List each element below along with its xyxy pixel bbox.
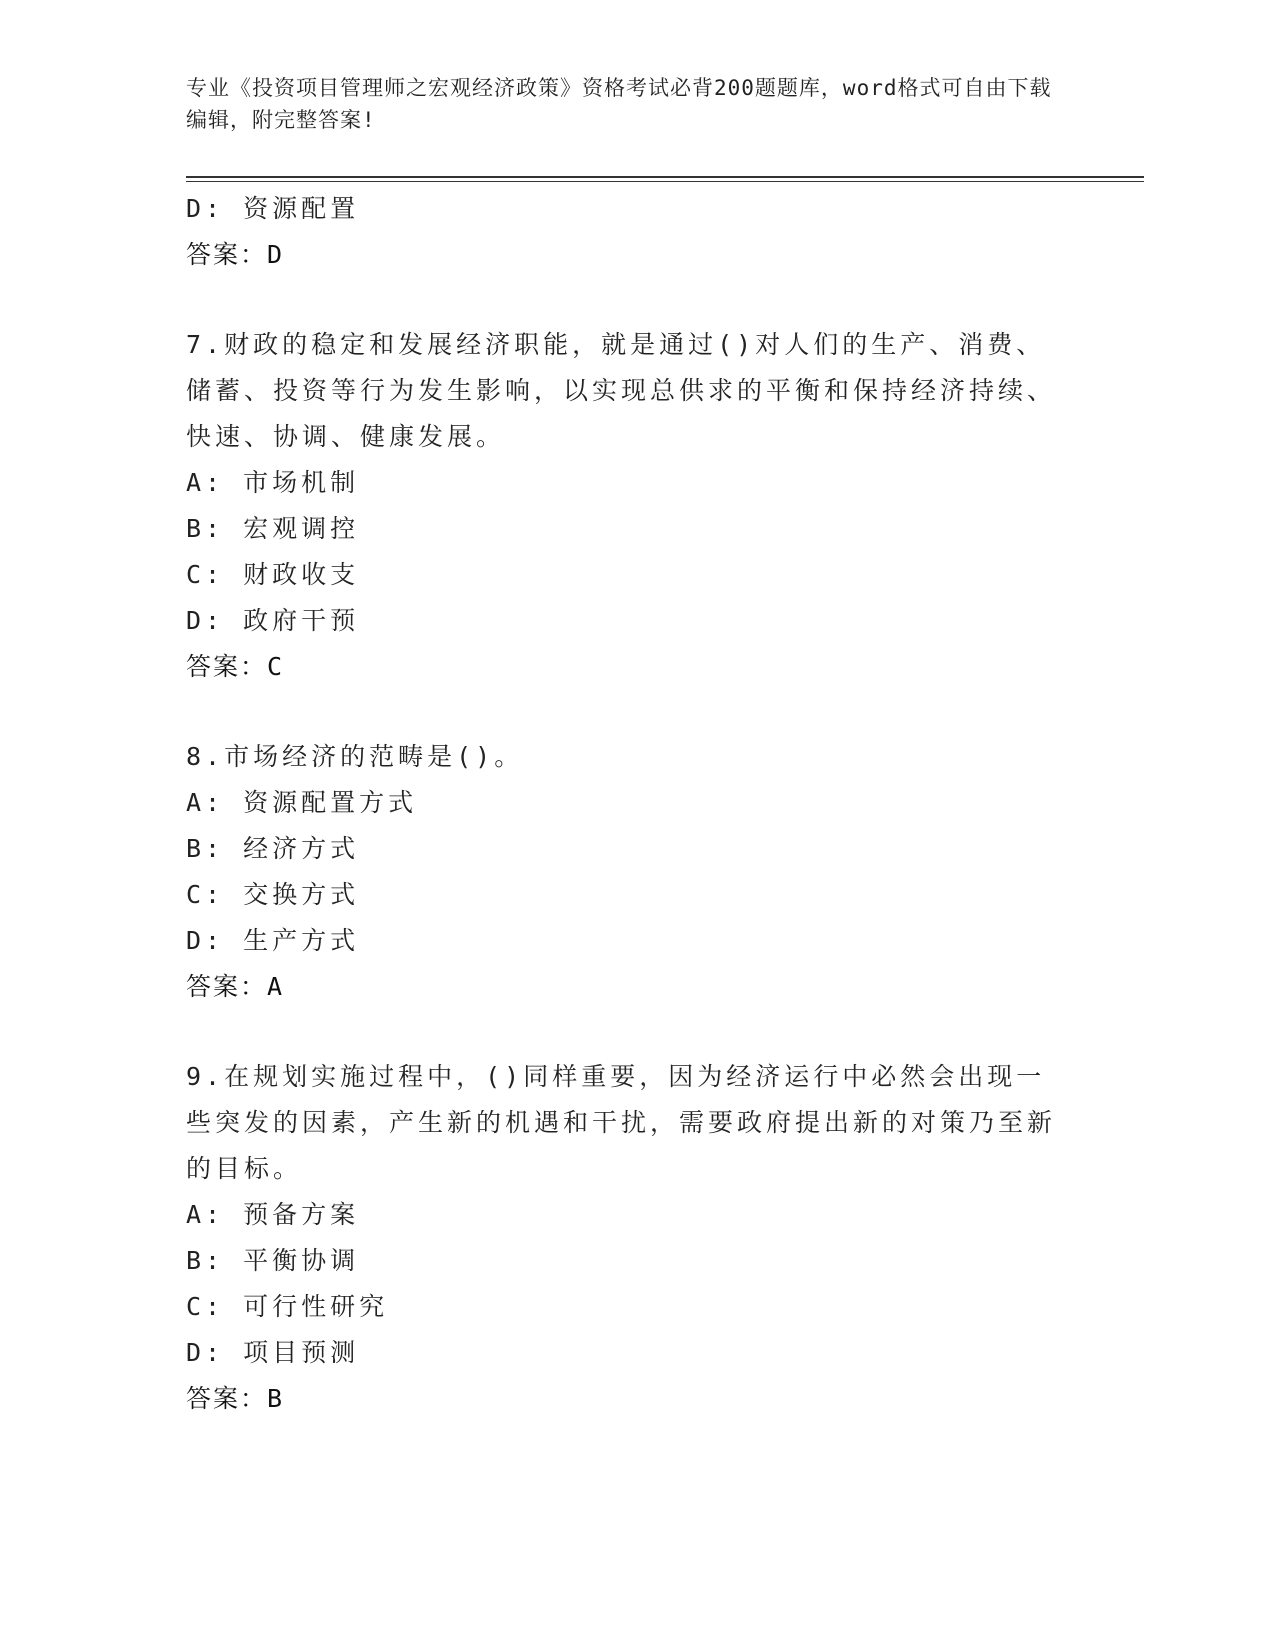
question-7 — [186, 322, 1066, 690]
question-9 — [186, 1054, 1066, 1422]
option-c: C: 可行性研究 — [186, 1292, 389, 1321]
answer-line: 答案：B — [186, 1384, 285, 1413]
question-stem: 7.财政的稳定和发展经济职能，就是通过()对人们的生产、消费、储蓄、投资等行为发生影响，以实现总供求的平衡和保持经济持续、快速、协调、健康发展。 — [186, 330, 1057, 451]
option-a: A: 市场机制 — [186, 468, 360, 497]
header-rule-thin — [186, 181, 1144, 182]
option-c: C: 财政收支 — [186, 560, 360, 589]
option-d: D: 生产方式 — [186, 926, 360, 955]
continued-question — [186, 186, 1066, 278]
option-b: B: 宏观调控 — [186, 514, 360, 543]
option-d: D: 资源配置 — [186, 194, 360, 223]
header-rule-thick — [186, 176, 1144, 178]
option-a: A: 资源配置方式 — [186, 788, 418, 817]
option-c: C: 交换方式 — [186, 880, 360, 909]
question-stem: 9.在规划实施过程中，()同样重要，因为经济运行中必然会出现一些突发的因素，产生新的机遇和干扰，需要政府提出新的对策乃至新的目标。 — [186, 1062, 1057, 1183]
question-8 — [186, 734, 1066, 1010]
answer-line: 答案：A — [186, 972, 285, 1001]
question-list — [186, 186, 1066, 1422]
document-header: 专业《投资项目管理师之宏观经济政策》资格考试必背200题题库，word格式可自由下载编辑，附完整答案! — [186, 76, 1052, 132]
option-b: B: 经济方式 — [186, 834, 360, 863]
option-d: D: 政府干预 — [186, 606, 360, 635]
option-b: B: 平衡协调 — [186, 1246, 360, 1275]
question-stem: 8.市场经济的范畴是()。 — [186, 742, 524, 771]
option-d: D: 项目预测 — [186, 1338, 360, 1367]
option-a: A: 预备方案 — [186, 1200, 360, 1229]
answer-line: 答案：D — [186, 240, 285, 269]
answer-line: 答案：C — [186, 652, 285, 681]
